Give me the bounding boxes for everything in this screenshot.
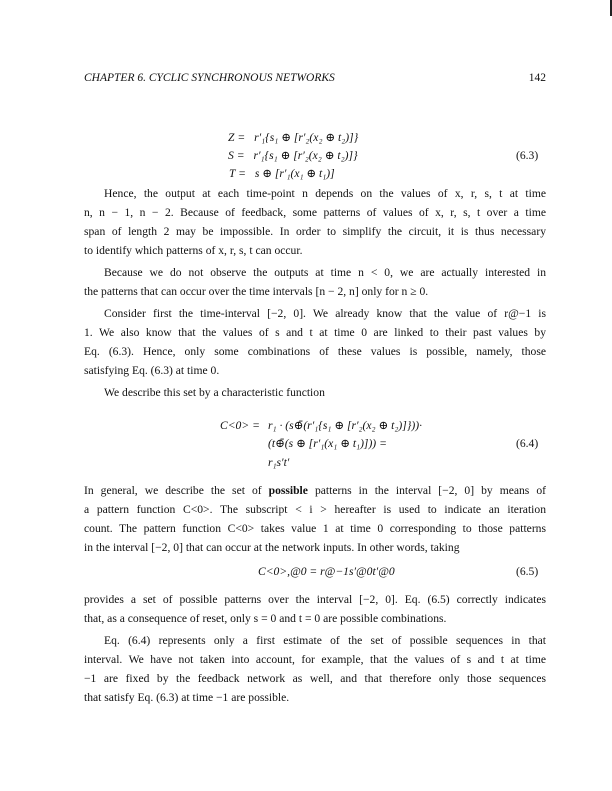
equation-number: (6.3) [516,149,539,162]
eq-rhs: r′₁{s₁ ⊕ [r′₂(x₂ ⊕ t₂)]} [254,131,359,144]
running-header [84,72,546,88]
text-line: n, n − 1, n − 2. Because of feedback, some patterns of values of x, r, s, t over a time [84,206,546,219]
eq-6-4-row-1: r₁ · (s⊕̄(r′₁{s₁ ⊕ [r′₂(x₂ ⊕ t₂)]}))· [268,419,422,432]
eq-expr: C<0>,@0 = r@−1s′@0t′@0 [258,565,395,578]
text-line: that, as a consequence of reset, only s = 0 and t = 0 are possible combinations. [84,612,447,625]
text-line: span of length 2 may be impossible. In order to simplify the circuit, it is thus necessary [84,225,546,238]
eq-rhs: r′₁{s₁ ⊕ [r′₂(x₂ ⊕ t₂)]} [253,149,358,162]
equation-number: (6.5) [516,565,539,578]
paragraph-4: We describe this set by a characteristic function [104,386,325,399]
chapter-title: CHAPTER 6. CYCLIC SYNCHRONOUS NETWORKS [84,72,335,84]
text-line: count. The pattern function C<0> takes value 1 at time 0 corresponding to those patterns [84,522,546,535]
text-line: −1 are fixed by the feedback network as well, and that therefore only those sequences [84,672,546,685]
text-line: provides a set of possible patterns over the interval [−2, 0]. Eq. (6.5) correctly indicates [84,593,546,606]
text-line: in the interval [−2, 0] that can occur at the network inputs. In other words, taking [84,541,460,554]
text-line: 1. We also know that the values of s and t at time 0 are linked to their past values by [84,326,546,339]
eq-6-3-row-3 [229,167,335,181]
equation-number: (6.4) [516,437,539,450]
eq-6-4-row-2: (t⊕̄(s ⊕ [r′₁(x₁ ⊕ t₁)])) = [268,437,387,450]
eq-6-4-row-3: r₁s′t′ [268,456,290,469]
eq-rhs: s ⊕ [r′₁(x₁ ⊕ t₁)] [254,167,335,180]
eq-lhs: S = [228,149,245,162]
text-line: In general, we describe the set of possible patterns in the interval [−2, 0] by means of [84,484,546,497]
text-line: a pattern function C<0>. The subscript < i > hereafter is used to indicate an iteration [84,503,546,516]
text-line: Hence, the output at each time-point n depends on the values of x, r, s, t at time [104,187,546,200]
text-line: Eq. (6.4) represents only a first estimate of the set of possible sequences in that [104,634,546,647]
eq-lhs: Z = [228,131,246,144]
text-line: interval. We have not taken into account, for example, that the values of s and t at time [84,653,546,666]
page-number: 142 [528,72,546,84]
text-line: to identify which patterns of x, r, s, t can occur. [84,244,303,257]
text-line: Eq. (6.3). Hence, only some combinations of these values is possible, namely, those [84,345,546,358]
text-line: that satisfy Eq. (6.3) at time −1 are possible. [84,691,290,704]
eq-6-3-row-2 [228,149,358,163]
text-line: the patterns that can occur over the time intervals [n − 2, n] only for n ≥ 0. [84,285,429,298]
eq-lhs: C<0> = [220,419,260,432]
text-line: satisfying Eq. (6.3) at time 0. [84,364,220,377]
text-line: Consider first the time-interval [−2, 0]. We already know that the value of r@−1 is [104,307,546,320]
text-line: Because we do not observe the outputs at time n < 0, we are actually interested in [104,266,546,279]
eq-6-3-row-1 [228,131,358,145]
eq-lhs: T = [229,167,246,180]
